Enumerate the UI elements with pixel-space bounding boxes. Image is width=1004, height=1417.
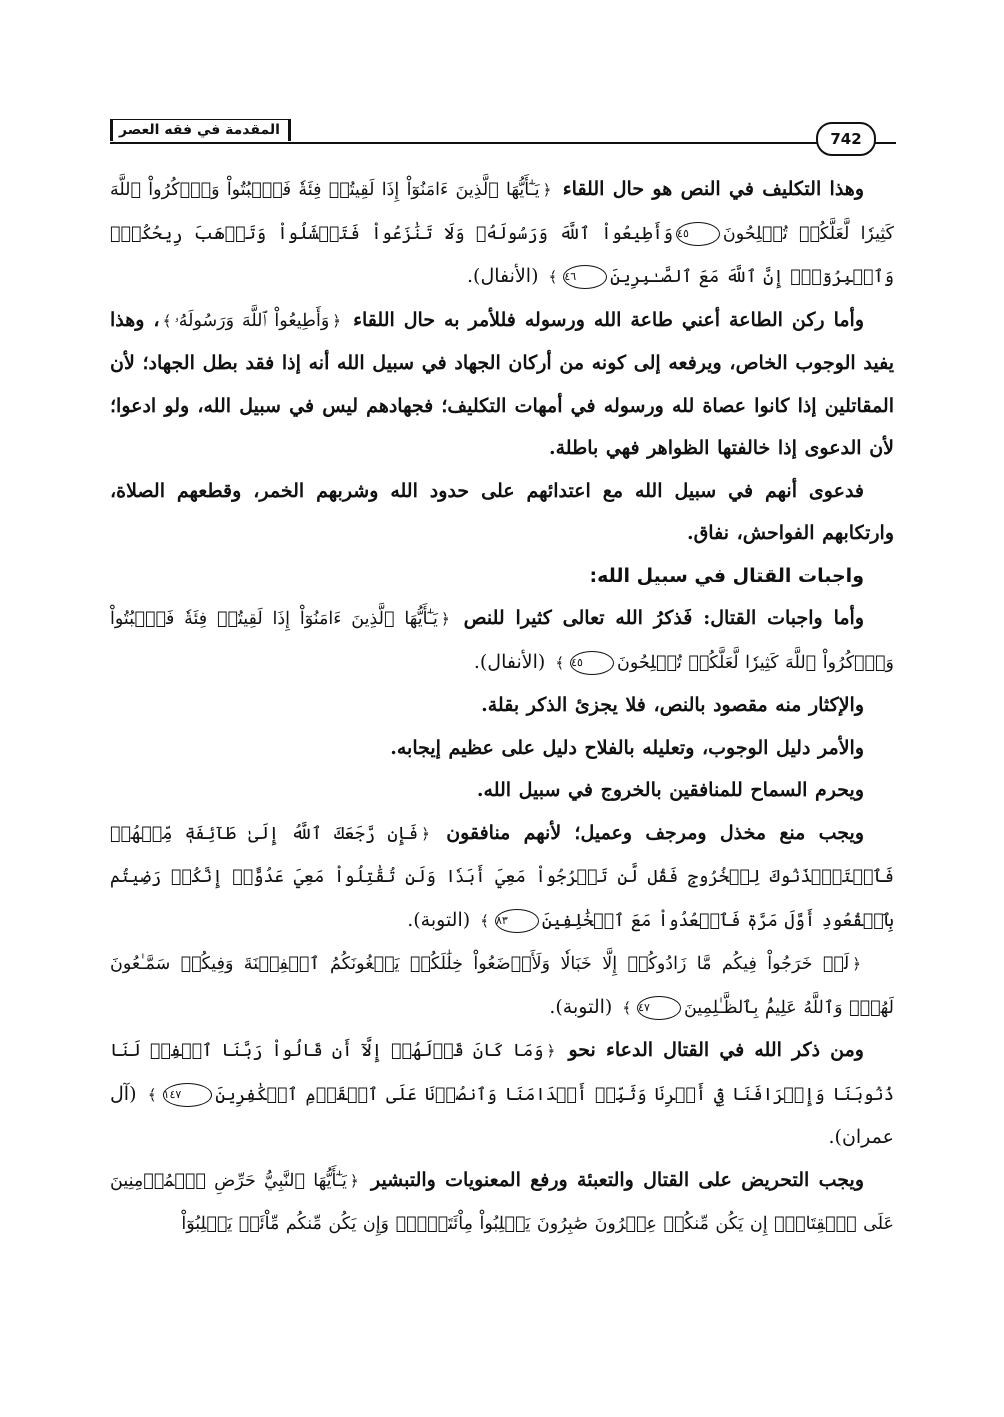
surah-reference: (التوبة). bbox=[407, 908, 478, 931]
ayah-number: ٤٥ bbox=[676, 222, 720, 246]
surah-reference: (الأنفال). bbox=[473, 650, 553, 673]
quran-bracket-open: ﴿ bbox=[349, 1171, 359, 1190]
paragraph-text: ويجب منع مخذل ومرجف وعميل؛ لأنهم منافقون bbox=[432, 821, 864, 844]
ayah-number: ٤٥ bbox=[570, 651, 614, 675]
quran-bracket-open: ﴿ bbox=[546, 1042, 556, 1060]
book-title: المقدمة في فقه العصر bbox=[110, 119, 291, 141]
paragraph: فدعوى أنهم في سبيل الله مع اعتدائهم على حدود الله وشربهم الخمر، وقطعهم الصلاة، وارتكابهم الفواحش، نفاق. bbox=[110, 479, 894, 544]
paragraph bbox=[110, 1159, 894, 1246]
page-header bbox=[110, 118, 896, 152]
header-rule bbox=[110, 142, 896, 144]
ayah-number: ٤٧ bbox=[637, 996, 681, 1020]
section-heading: واجبات القتال في سبيل الله: bbox=[589, 564, 864, 587]
ayah-number: ١٤٧ bbox=[163, 1083, 213, 1107]
paragraph bbox=[110, 597, 894, 684]
paragraph-text: ومن ذكر الله في القتال الدعاء نحو bbox=[558, 1039, 864, 1061]
quran-verse: لَوۡ خَرَجُواْ فِيكُم مَّا زَادُوكُمۡ إِلَّا خَبَالٗا وَلَأَوۡضَعُواْ خِلَٰلَكُمۡ يَبۡغُونَكُمُ ٱلۡفِتۡنَةَ وَفِيكُمۡ سَمَّـٰعُونَ لَهُمۡۗ وَٱللَّهُ عَلِيمُۢ بِٱلظَّـٰلِمِينَ bbox=[110, 954, 894, 1018]
quran-bracket-open: ﴿ bbox=[542, 181, 552, 199]
ayah-number: ٤٦ bbox=[563, 265, 607, 289]
surah-reference: (الأنفال). bbox=[467, 265, 546, 287]
paragraph bbox=[110, 1029, 894, 1159]
paragraph bbox=[110, 942, 894, 1029]
paragraph bbox=[110, 299, 894, 470]
paragraph-text: وأما ركن الطاعة أعني طاعة الله ورسوله فللأمر به حال اللقاء bbox=[344, 308, 865, 331]
quran-verse: يَـٰٓأَيُّهَا ٱلَّذِينَ ءَامَنُوٓاْ إِذَا لَقِيتُمۡ فِئَةٗ فَٱثۡبُتُواْ وَٱذۡكُرُواْ ٱللَّهَ كَثِيرٗا لَّعَلَّكُمۡ تُفۡلِحُونَ bbox=[110, 609, 894, 673]
paragraph bbox=[110, 812, 894, 943]
quran-bracket-close: ﴾ bbox=[147, 1085, 157, 1104]
paragraph: والأمر دليل الوجوب، وتعليله بالفلاح دليل على عظيم إيجابه. bbox=[390, 736, 864, 759]
quran-bracket-open: ﴿ bbox=[440, 610, 450, 628]
quran-bracket-close: ﴾ bbox=[548, 268, 558, 286]
quran-verse: فَإِن رَّجَعَكَ ٱللَّهُ إِلَىٰ طَآئِفَةٖ مِّنۡهُمۡ فَٱسۡتَـٔۡذَنُوكَ لِلۡخُرُوجِ فَقُل لَّن تَخۡرُجُواْ مَعِيَ أَبَدٗا وَلَن تُقَٰتِلُواْ مَعِيَ عَدُوًّاۖ إِنَّكُمۡ رَضِيتُم بِٱلۡقُعُودِ أَوَّلَ مَرَّةٖ فَٱقۡعُدُواْ مَعَ ٱلۡخَٰلِفِينَ bbox=[110, 823, 894, 931]
quran-bracket-open: ﴿ bbox=[332, 311, 342, 330]
quran-verse: وَأَطِيعُواْ ٱللَّهَ وَرَسُولَهُۥ وَلَا تَنَٰزَعُواْ فَتَفۡشَلُواْ وَتَذۡهَبَ رِيحُكُمۡۖ وَٱصۡبِرُوٓاْۚ إِنَّ ٱللَّهَ مَعَ ٱلصَّـٰبِرِينَ bbox=[110, 223, 894, 287]
paragraph-text: ويجب التحريض على القتال والتعبئة ورفع المعنويات والتبشير bbox=[361, 1168, 864, 1191]
quran-bracket-open: ﴿ bbox=[852, 955, 861, 973]
quran-bracket-close: ﴾ bbox=[162, 311, 172, 330]
paragraph: والإكثار منه مقصود بالنص، فلا يجزئ الذكر بقلة. bbox=[481, 694, 864, 716]
quran-verse: يَـٰٓأَيُّهَا ٱلنَّبِيُّ حَرِّضِ ٱلۡمُؤۡمِنِينَ عَلَى ٱلۡقِتَالِۚ إِن يَكُن مِّنكُمۡ عِشۡرُونَ صَٰبِرُونَ يَغۡلِبُواْ مِاْئَتَيۡنِۚ وَإِن يَكُن مِّنكُم مِّاْئَةٞ يَغۡلِبُوٓاْ bbox=[110, 1170, 894, 1234]
quran-verse: وَأَطِيعُواْ ٱللَّهَ وَرَسُولَهُۥ bbox=[174, 310, 330, 331]
paragraph-text: وأما واجبات القتال: فَذكرُ الله تعالى كثيرا للنص bbox=[452, 607, 865, 629]
paragraph-text: ، وهذا يفيد الوجوب الخاص، ويرفعه إلى كونه من أركان الجهاد في سبيل الله أنه إذا فقد بطل الجهاد؛ لأن المقاتلين إذا كانوا عصاة لله ورسوله في أمهات التكليف؛ فجهادهم ليس في سبيل الله، ولو ادعوا؛ لأن الدعوى إذا خالفتها الظواهر فهي باطلة. bbox=[110, 308, 894, 459]
paragraph bbox=[110, 168, 894, 299]
paragraph: ويحرم السماح للمنافقين بالخروج في سبيل الله. bbox=[476, 779, 864, 801]
quran-verse: يَـٰٓأَيُّهَا ٱلَّذِينَ ءَامَنُوٓاْ إِذَا لَقِيتُمۡ فِئَةٗ فَٱثۡبُتُواْ وَٱذۡكُرُواْ ٱللَّهَ كَثِيرٗا لَّعَلَّكُمۡ تُفۡلِحُونَ bbox=[110, 180, 894, 244]
quran-bracket-close: ﴾ bbox=[622, 998, 632, 1017]
surah-reference: (آل عمران). bbox=[110, 1082, 894, 1148]
page-number: 742 bbox=[816, 122, 876, 156]
quran-bracket-close: ﴾ bbox=[555, 653, 565, 672]
quran-bracket-close: ﴾ bbox=[480, 911, 489, 930]
quran-bracket-open: ﴿ bbox=[421, 824, 430, 843]
surah-reference: (التوبة). bbox=[549, 995, 620, 1018]
ayah-number: ٨٣ bbox=[495, 909, 539, 933]
paragraph-text: وهذا التكليف في النص هو حال اللقاء bbox=[554, 178, 864, 200]
quran-verse: وَمَا كَانَ قَوۡلَهُمۡ إِلَّآ أَن قَالُواْ رَبَّنَا ٱغۡفِرۡ لَنَا ذُنُوبَنَا وَإِسۡرَافَنَا فِيٓ أَمۡرِنَا وَثَبِّتۡ أَقۡدَامَنَا وَٱنصُرۡنَا عَلَى ٱلۡقَوۡمِ ٱلۡكَٰفِرِينَ bbox=[110, 1041, 894, 1105]
page-body bbox=[110, 168, 894, 1246]
